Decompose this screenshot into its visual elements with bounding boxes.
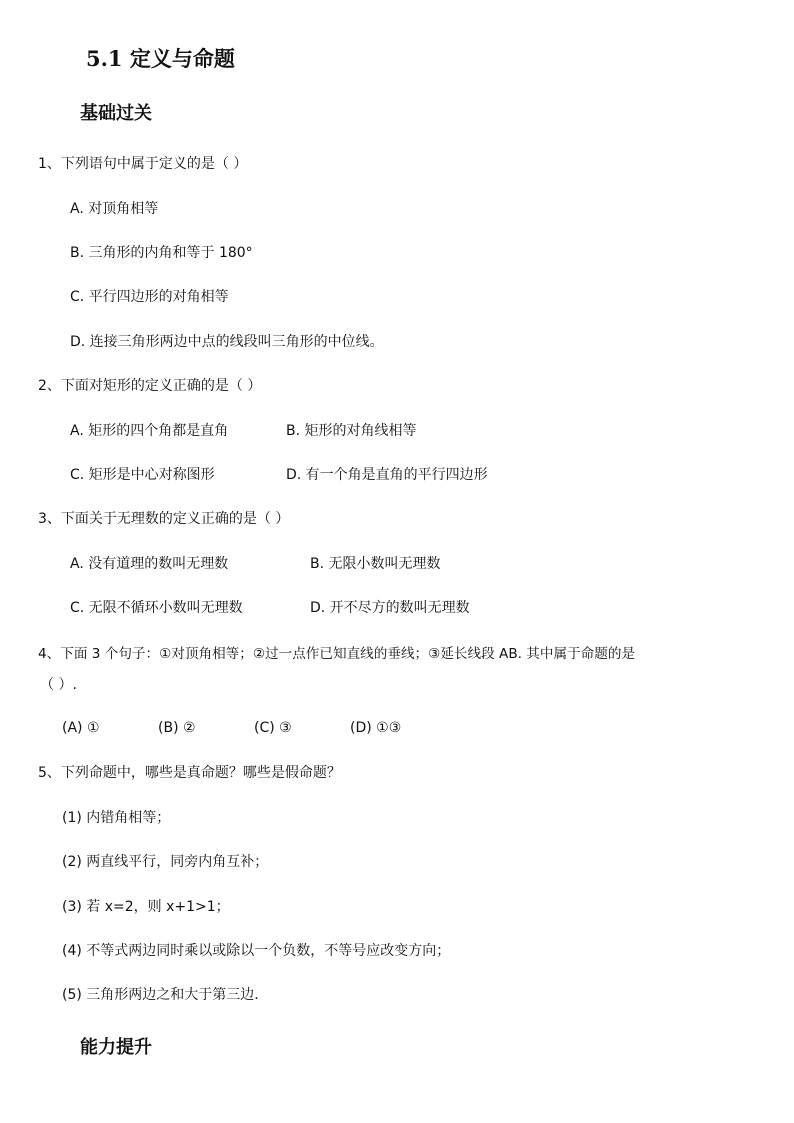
question-5-item: (2) 两直线平行，同旁内角互补；: [62, 854, 269, 870]
question-4-stem: 4、下面 3 个句子：①对顶角相等；②过一点作已知直线的垂线；③延长线段 AB. 其中属于命题的是: [38, 646, 636, 662]
question-5-item: (3) 若 x=2，则 x+1>1；: [62, 899, 230, 915]
question-4-stem-continued: （ ）.: [40, 677, 77, 693]
question-5-item: (5) 三角形两边之和大于第三边.: [62, 987, 259, 1003]
question-5-stem: 5、下列命题中，哪些是真命题？哪些是假命题？: [38, 765, 341, 781]
question-4-option-b: (B) ②: [158, 720, 196, 736]
question-1-option-d: D. 连接三角形两边中点的线段叫三角形的中位线。: [70, 334, 384, 350]
question-3-option-a: A. 没有道理的数叫无理数: [70, 556, 229, 572]
question-3-option-c: C. 无限不循环小数叫无理数: [70, 600, 243, 616]
question-2-stem: 2、下面对矩形的定义正确的是（ ）: [38, 378, 262, 394]
section-heading-basic: 基础过关: [80, 103, 152, 124]
question-1-option-c: C. 平行四边形的对角相等: [70, 289, 229, 305]
page-title: 5.1 定义与命题: [86, 46, 235, 71]
question-4-option-d: (D) ①③: [350, 720, 402, 736]
question-2-option-b: B. 矩形的对角线相等: [286, 423, 417, 439]
question-5-item: (1) 内错角相等；: [62, 810, 171, 826]
section-heading-advanced: 能力提升: [80, 1037, 152, 1058]
question-4-option-c: (C) ③: [254, 720, 292, 736]
question-3-option-b: B. 无限小数叫无理数: [310, 556, 441, 572]
question-5-item: (4) 不等式两边同时乘以或除以一个负数，不等号应改变方向；: [62, 943, 451, 959]
question-1-stem: 1、下列语句中属于定义的是（ ）: [38, 156, 248, 172]
question-2-option-c: C. 矩形是中心对称图形: [70, 467, 215, 483]
question-3-option-d: D. 开不尽方的数叫无理数: [310, 600, 470, 616]
question-1-option-a: A. 对顶角相等: [70, 201, 159, 217]
question-2-option-a: A. 矩形的四个角都是直角: [70, 423, 229, 439]
question-4-option-a: (A) ①: [62, 720, 100, 736]
question-3-stem: 3、下面关于无理数的定义正确的是（ ）: [38, 511, 290, 527]
question-1-option-b: B. 三角形的内角和等于 180°: [70, 245, 253, 261]
question-2-option-d: D. 有一个角是直角的平行四边形: [286, 467, 488, 483]
